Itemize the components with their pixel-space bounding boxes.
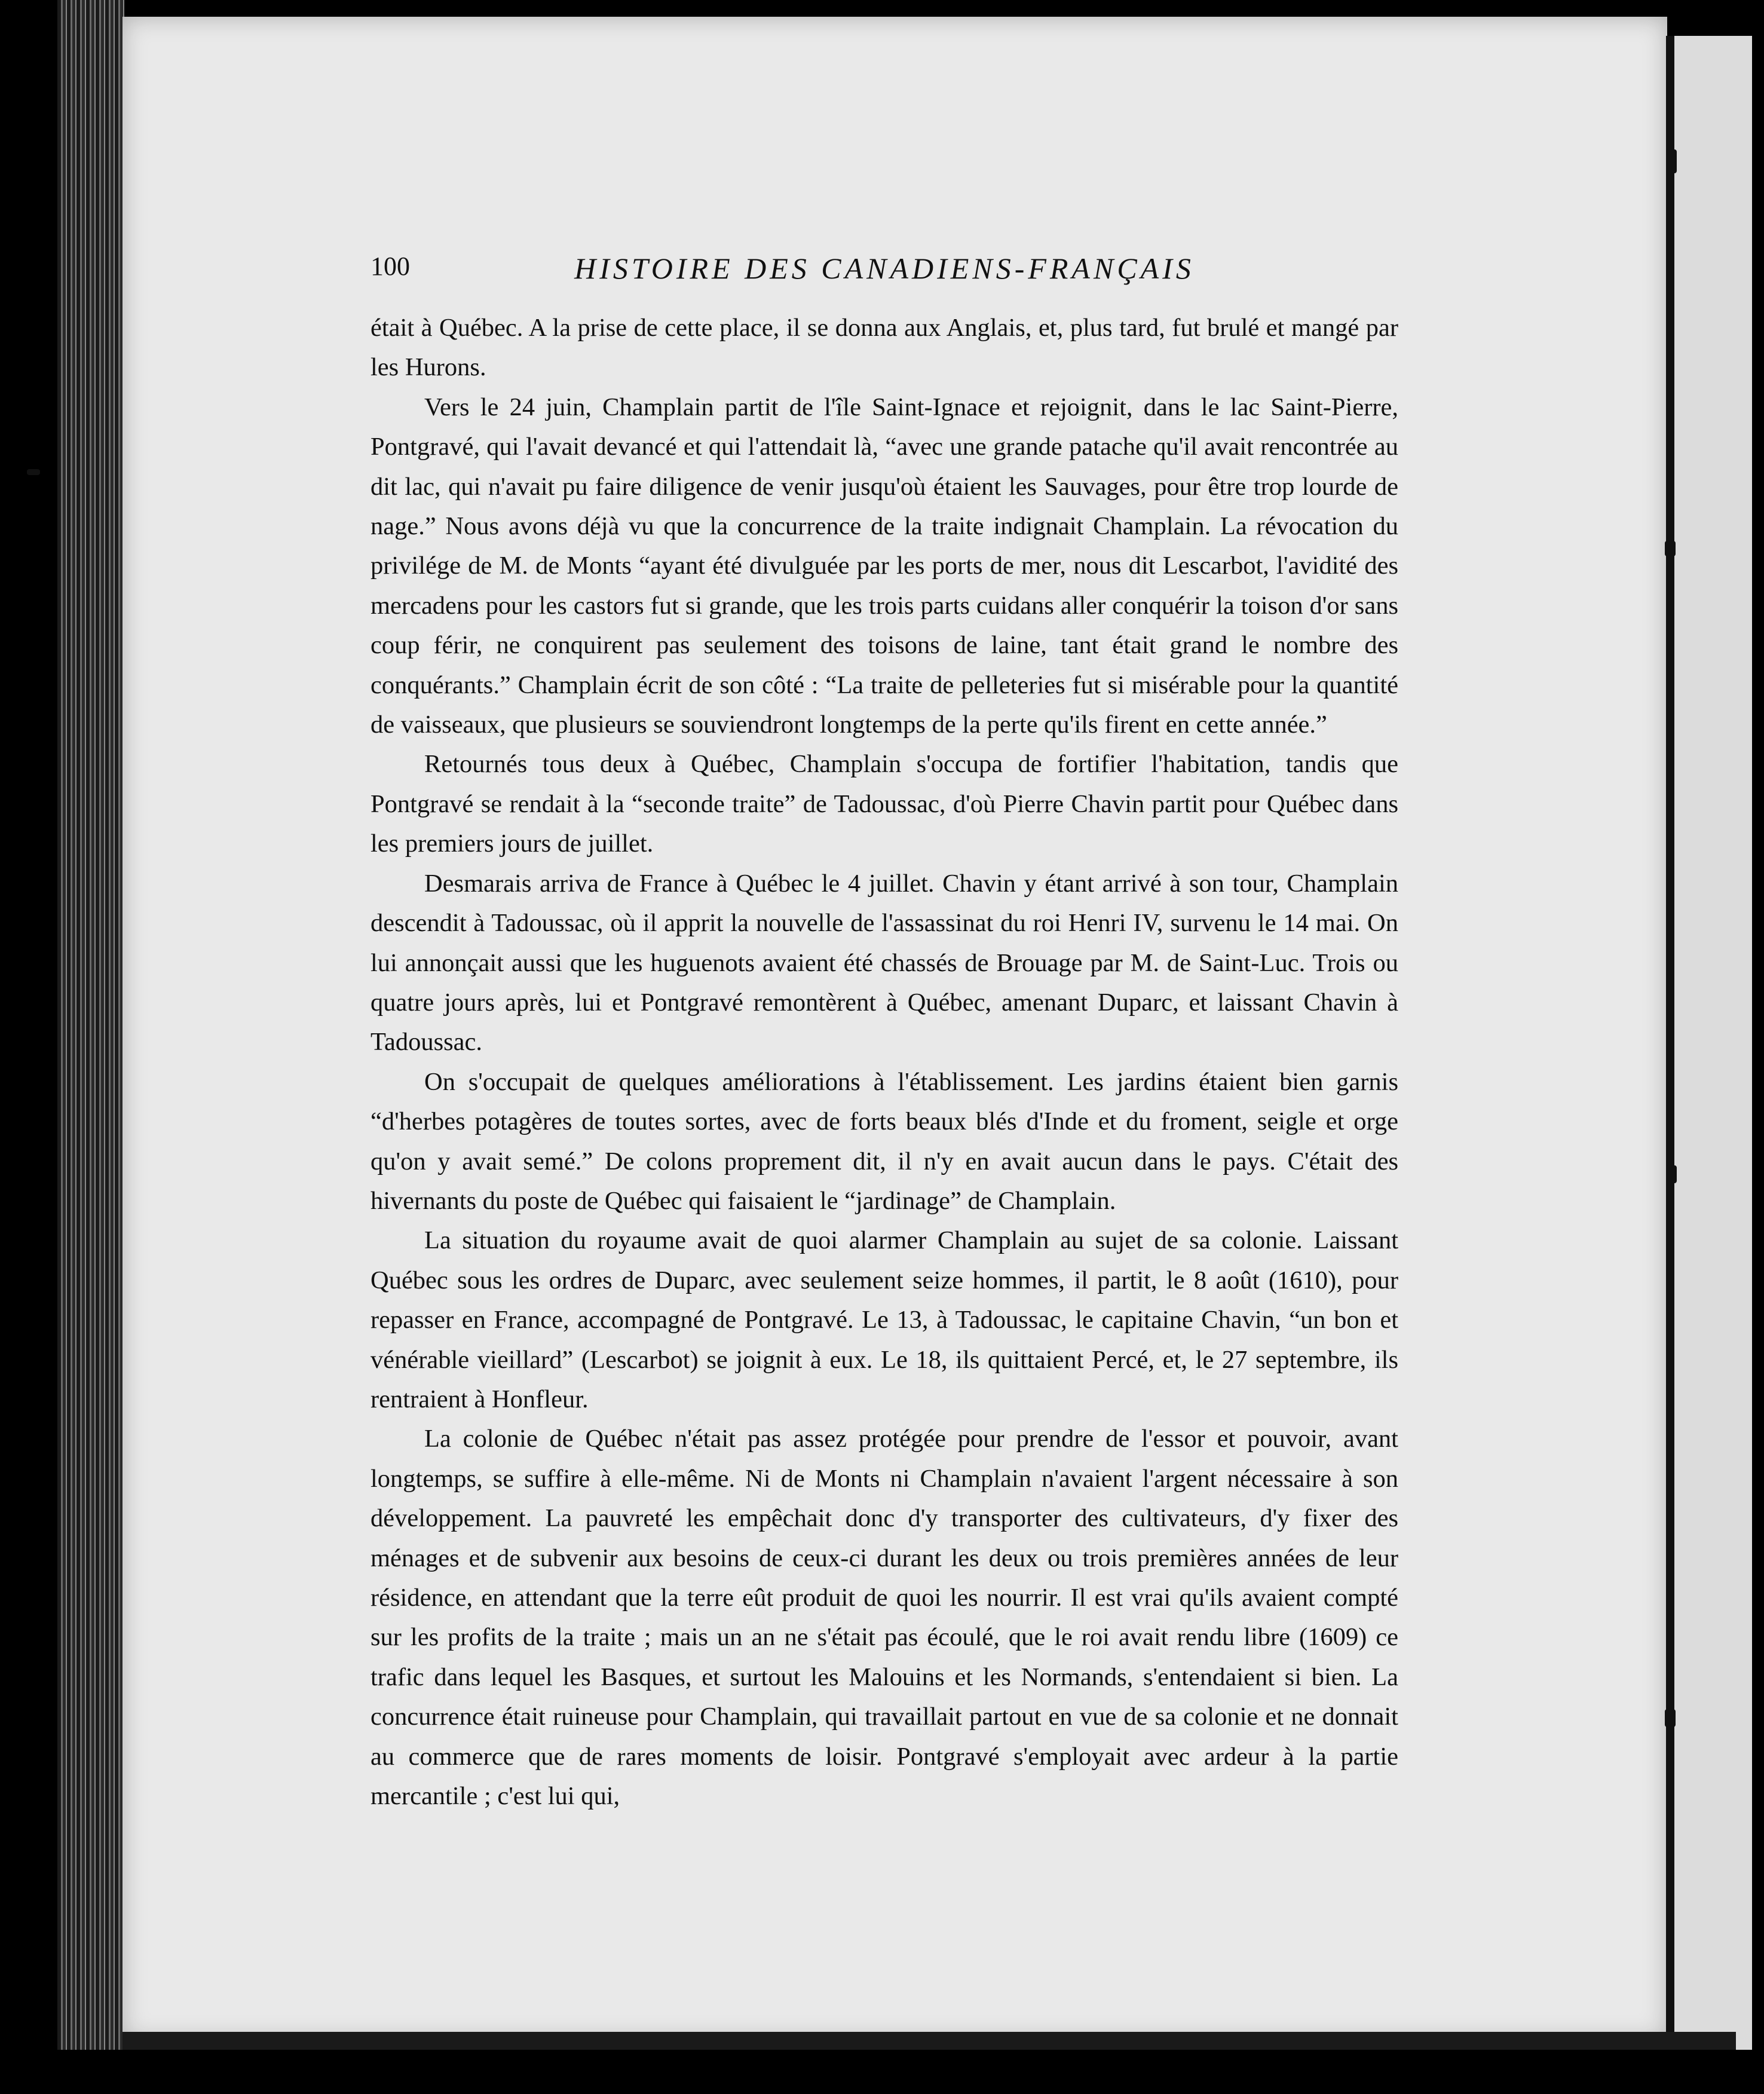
paragraph: Desmarais arriva de France à Québec le 4 juillet. Chavin y étant arrivé à son tour, Champlain descendit à Tadoussac, où il apprit la nouvelle de l'assassinat du roi Henri IV, survenu le 14 mai. On lui annonçait aussi que les huguenots avaient été chassés de Brouage par M. de Saint-Luc. Trois ou quatre jours après, lui et Pontgravé remontèrent à Québec, amenant Duparc, et laissant Chavin à Tadoussac. xyxy=(370,869,1398,1057)
scan-speck xyxy=(27,469,40,475)
facing-page-edge xyxy=(1674,36,1752,2050)
page-number: 100 xyxy=(370,252,410,281)
scan-speck xyxy=(1666,1165,1677,1183)
paragraph: Retournés tous deux à Québec, Champlain s'occupa de fortifier l'habitation, tandis que Pontgravé se rendait à la “seconde traite” de Tadoussac, d'où Pierre Chavin partit pour Québec dans les premiers jours de juillet. xyxy=(370,750,1398,858)
paragraph: Vers le 24 juin, Champlain partit de l'île Saint-Ignace et rejoignit, dans le lac Saint-Pierre, Pontgravé, qui l'avait devancé et qui l'attendait là, “avec une grande patache qu'il avait rencontrée au dit lac, qui n'avait pu faire diligence de venir jusqu'où étaient les Sauvages, pour être trop lourde de nage.” Nous avons déjà vu que la concurrence de la traite indignait Champlain. La révocation du privilége de M. de Monts “ayant été divulguée par les ports de mer, nous dit Lescarbot, l'avidité des mercadens pour les castors fut si grande, que les trois parts cuidans aller conquérir la toison d'or sans coup férir, ne conquirent pas seulement des toisons de laine, tant était grand le nombre des conquérants.” Champlain écrit de son côté : “La traite de pelleteries fut si misérable pour la quantité de vaisseaux, que plusieurs se souviendront longtemps de la perte qu'ils firent en cette année.” xyxy=(370,393,1398,739)
scan-speck xyxy=(1665,541,1676,556)
paragraph: La colonie de Québec n'était pas assez protégée pour prendre de l'essor et pouvoir, avant longtemps, se suffire à elle-même. Ni de Monts ni Champlain n'avaient l'argent nécessaire à son développement. La pauvreté les empêchait donc d'y transporter des cultivateurs, d'y fixer des ménages et de subvenir aux besoins de ceux-ci durant les deux ou trois premières années de leur résidence, en attendant que la terre eût produit de quoi les nourrir. Il est vrai qu'ils avaient compté sur les profits de la traite ; mais un an ne s'était pas écoulé, que le roi avait rendu libre (1609) ce trafic dans lequel les Basques, et surtout les Malouins et les Normands, s'entendaient si bien. La concurrence était ruineuse pour Champlain, qui travaillait partout en vue de sa colonie et ne donnait au commerce que de rares moments de loisir. Pontgravé s'employait avec ardeur à la partie mercantile ; c'est lui qui, xyxy=(370,1425,1398,1811)
page-gutter xyxy=(1666,36,1674,2044)
book-page-edges xyxy=(57,0,124,2050)
paragraph: On s'occupait de quelques améliorations à l'établissement. Les jardins étaient bien garnis “d'herbes potagères de toutes sortes, avec de forts beaux blés d'Inde et du froment, seigle et orge qu'on y avait semé.” De colons proprement dit, il n'y en avait aucun dans le pays. C'était des hivernants du poste de Québec qui faisaient le “jardinage” de Champlain. xyxy=(370,1067,1398,1215)
paragraph: était à Québec. A la prise de cette place, il se donna aux Anglais, et, plus tard, fut brulé et mangé par les Hurons. xyxy=(370,314,1398,382)
body-text xyxy=(370,308,1398,1816)
scan-speck xyxy=(1665,1709,1676,1727)
page-header xyxy=(370,251,1398,299)
running-title: HISTOIRE DES CANADIENS-FRANÇAIS xyxy=(574,252,1195,285)
scan-speck xyxy=(1666,149,1677,173)
paragraph: La situation du royaume avait de quoi alarmer Champlain au sujet de sa colonie. Laissant Québec sous les ordres de Duparc, avec seulement seize hommes, il partit, le 8 août (1610), pour repasser en France, accompagné de Pontgravé. Le 13, à Tadoussac, le capitaine Chavin, “un bon et vénérable vieillard” (Lescarbot) se joignit à eux. Le 18, ils quittaient Percé, et, le 27 septembre, ils rentraient à Honfleur. xyxy=(370,1226,1398,1413)
page-bottom-shadow xyxy=(122,2032,1736,2050)
